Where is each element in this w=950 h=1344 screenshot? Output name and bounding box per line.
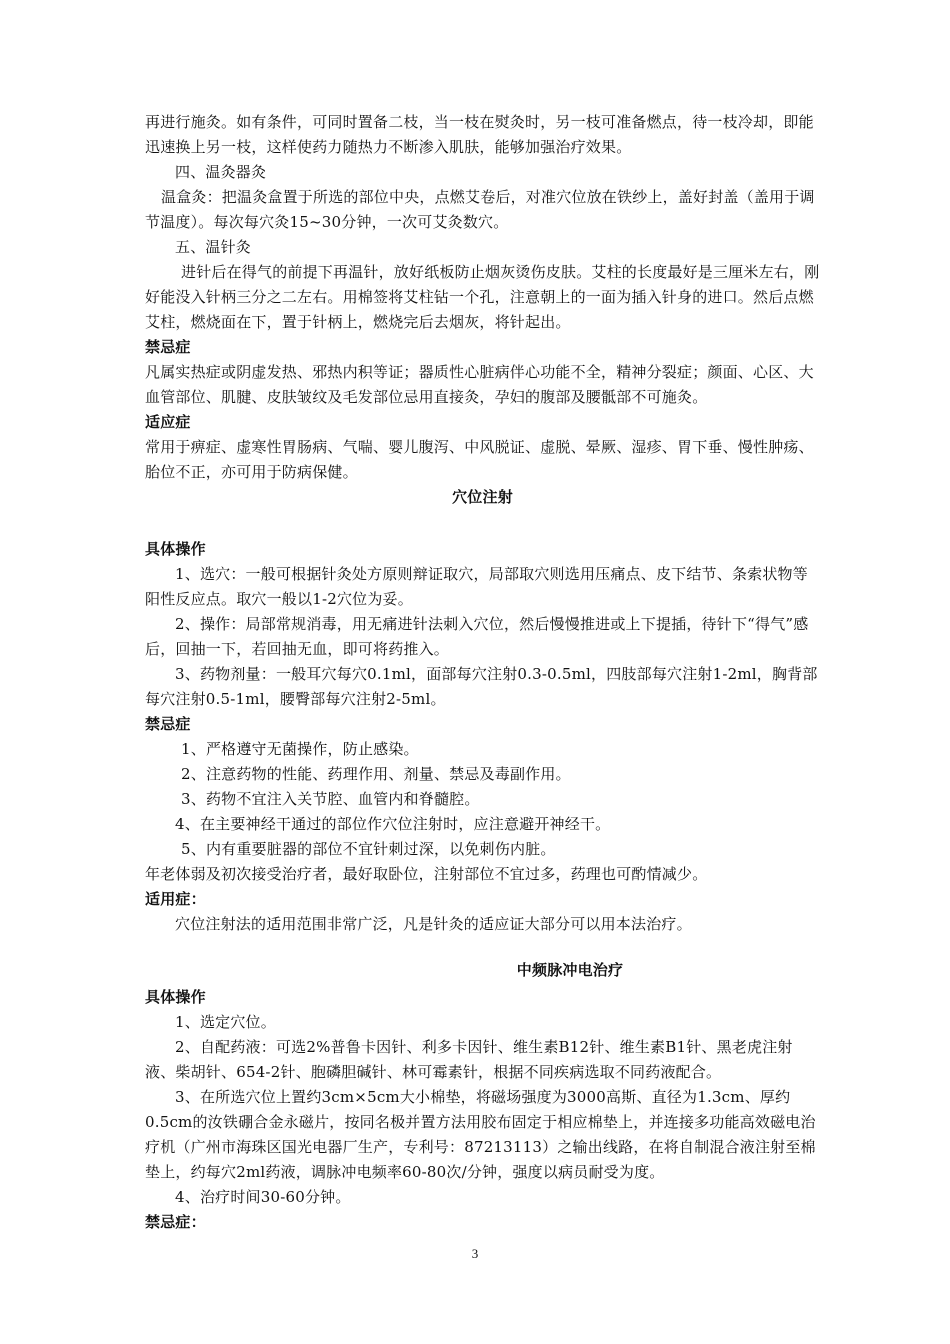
warm-device-moxa-paragraph: 温盒灸：把温灸盒置于所选的部位中央，点燃艾卷后，对准穴位放在铁纱上，盖好封盖（盖用于调节温度）。每次每穴灸15~30分钟，一次可艾灸数穴。 [145,188,815,231]
pulse-therapy-title: 中频脉冲电治疗 [516,961,624,979]
injection-contraindication-2: 2、注意药物的性能、药理作用、剂量、禁忌及毒副作用。 [181,765,571,783]
injection-operation-step-1: 1、选穴：一般可根据针灸处方原则辩证取穴，局部取穴则选用压痛点、皮下结节、条索状物等阳性反应点。取穴一般以1-2穴位为妥。 [145,565,808,608]
warm-needle-moxa-heading: 五、温针灸 [175,238,252,256]
injection-operation-step-2: 2、操作：局部常规消毒，用无痛进针法刺入穴位，然后慢慢推进或上下提插，待针下“得气”感后，回抽一下，若回抽无血，即可将药推入。 [145,615,809,658]
pulse-operation-step-1: 1、选定穴位。 [175,1013,276,1031]
warm-device-moxa-heading: 四、温灸器灸 [175,163,267,181]
acupoint-injection-title: 穴位注射 [452,488,513,506]
injection-contraindication-4: 4、在主要神经干通过的部位作穴位注射时，应注意避开神经干。 [175,815,611,833]
injection-contraindication-1: 1、严格遵守无菌操作，防止感染。 [181,740,419,758]
injection-operation-heading: 具体操作 [145,540,206,558]
moxa-contraindications-text: 凡属实热症或阴虚发热、邪热内积等证；器质性心脏病伴心功能不全，精神分裂症；颜面、心区、大血管部位、肌腱、皮肤皱纹及毛发部位忌用直接灸，孕妇的腹部及腰骶部不可施灸。 [145,363,814,406]
moxa-indications-heading: 适应症 [145,413,191,431]
pulse-therapy-title-wrap [470,958,670,983]
moxa-section [145,110,820,485]
pulse-operation-step-3: 3、在所选穴位上置约3cm×5cm大小棉垫，将磁场强度为3000高斯、直径为1.3cm、厚约0.5cm的汝铁硼合金永磁片，按同名极并置方法用胶布固定于相应棉垫上，并连接多功能高效磁电治疗机（广州市海珠区国光电器厂生产，专利号：87213113）之输出线路，在将自制混合液注射至棉垫上，约每穴2ml药液，调脉冲电频率60-80次/分钟，强度以病员耐受为度。 [145,1088,816,1181]
injection-operation-step-3: 3、药物剂量：一般耳穴每穴0.1ml，面部每穴注射0.3-0.5ml，四肢部每穴注射1-2ml，胸背部每穴注射0.5-1ml，腰臀部每穴注射2-5ml。 [145,665,818,708]
warm-needle-moxa-paragraph: 进针后在得气的前提下再温针，放好纸板防止烟灰烫伤皮肤。艾柱的长度最好是三厘米左右，刚好能没入针柄三分之二左右。用棉签将艾柱钻一个孔，注意朝上的一面为插入针身的进口。然后点燃艾柱，燃烧面在下，置于针柄上，燃烧完后去烟灰，将针起出。 [145,263,820,331]
moxa-intro-paragraph: 再进行施灸。如有条件，可同时置备二枝，当一枝在熨灸时，另一枝可准备燃点，待一枝冷却，即能迅速换上另一枝，这样使药力随热力不断渗入肌肤，能够加强治疗效果。 [145,113,814,156]
page-number: 3 [471,1246,479,1261]
injection-section [145,537,820,937]
pulse-operation-heading: 具体操作 [145,988,206,1006]
pulse-section [145,985,820,1235]
moxa-indications-text: 常用于痹症、虚寒性胃肠病、气喘、婴儿腹泻、中风脱证、虚脱、晕厥、湿疹、胃下垂、慢性肿疡、胎位不正，亦可用于防病保健。 [145,438,814,481]
pulse-operation-step-4: 4、治疗时间30-60分钟。 [175,1188,351,1206]
injection-contraindication-3: 3、药物不宜注入关节腔、血管内和脊髓腔。 [181,790,480,808]
injection-elderly-note: 年老体弱及初次接受治疗者，最好取卧位，注射部位不宜过多，药理也可酌情减少。 [145,865,708,883]
injection-contraindication-5: 5、内有重要脏器的部位不宜针刺过深，以免刺伤内脏。 [181,840,556,858]
injection-contraindications-heading: 禁忌症 [145,715,191,733]
injection-indications-text: 穴位注射法的适用范围非常广泛，凡是针灸的适应证大部分可以用本法治疗。 [175,915,692,933]
moxa-contraindications-heading: 禁忌症 [145,338,191,356]
pulse-operation-step-2: 2、自配药液：可选2%普鲁卡因针、利多卡因针、维生素B12针、维生素B1针、黑老虎注射液、柴胡针、654-2针、胞磷胆碱针、林可霉素针，根据不同疾病选取不同药液配合。 [145,1038,793,1081]
pulse-contraindications-heading: 禁忌症： [145,1213,206,1231]
injection-indications-heading: 适用症： [145,890,206,908]
